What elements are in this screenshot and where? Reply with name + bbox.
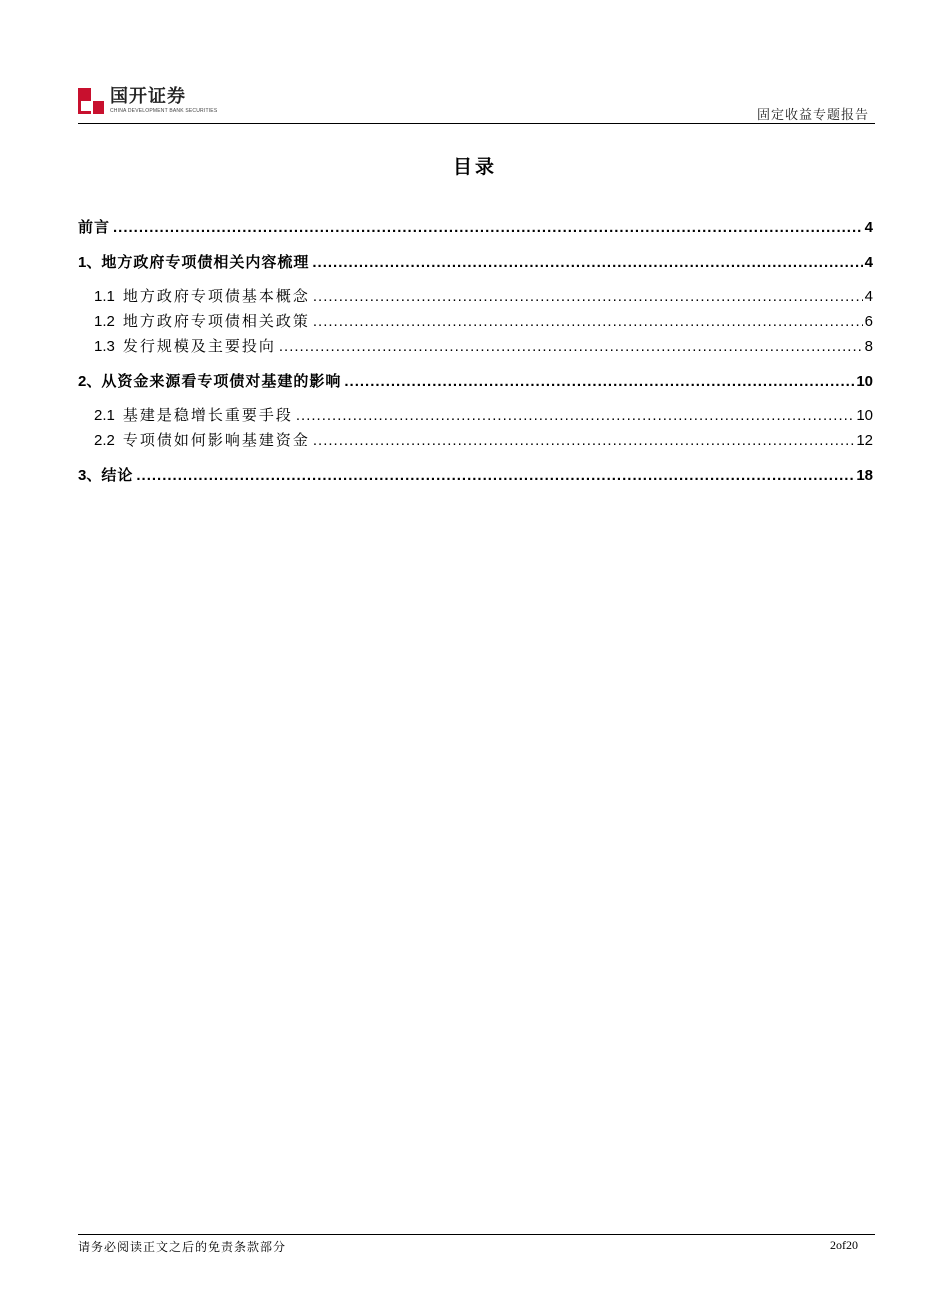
header-divider (78, 123, 875, 124)
report-type: 固定收益专题报告 (756, 108, 869, 123)
toc-entry-label: 前言 (78, 218, 111, 236)
toc-entry-label: 结论 (101, 466, 134, 484)
toc-entry-number: 1.1 (94, 288, 115, 305)
toc-entry-number: 2.2 (94, 432, 115, 449)
toc-entry-page: 4 (864, 219, 873, 236)
toc-entry-number: 3、 (78, 467, 102, 484)
toc-entry-page: 18 (856, 467, 873, 484)
toc-entry-label: 专项债如何影响基建资金 (122, 431, 310, 449)
toc-entry-section-2[interactable] (78, 370, 873, 391)
toc-entry-label: 基建是稳增长重要手段 (122, 406, 293, 424)
toc-entry-number: 2、 (78, 373, 102, 390)
toc-entry-section-1-1[interactable] (78, 285, 873, 306)
toc-entry-label: 地方政府专项债基本概念 (122, 287, 310, 305)
toc-entry-section-1-2[interactable] (78, 310, 873, 331)
toc-entry-preface[interactable] (78, 216, 873, 237)
toc-entry-page: 12 (856, 432, 873, 449)
toc-entry-label: 发行规模及主要投向 (122, 337, 276, 355)
footer-disclaimer: 请务必阅读正文之后的免责条款部分 (78, 1240, 287, 1254)
toc-leader-dots (313, 288, 863, 305)
toc-entry-page: 10 (856, 407, 873, 424)
toc-entry-page: 10 (856, 373, 873, 390)
toc-leader-dots (313, 313, 863, 330)
toc-entry-page: 4 (864, 288, 873, 305)
toc-entry-label: 地方政府专项债相关内容梳理 (101, 253, 310, 271)
toc-leader-dots (344, 373, 854, 390)
page-indicator: 2of20 (830, 1238, 858, 1252)
toc-entry-section-3[interactable] (78, 464, 873, 485)
toc-leader-dots (279, 338, 863, 355)
toc-entry-number: 2.1 (94, 407, 115, 424)
toc-entry-page: 8 (864, 338, 873, 355)
toc-leader-dots (312, 254, 862, 271)
toc-entry-number: 1.2 (94, 313, 115, 330)
company-logo (78, 88, 217, 118)
toc-entry-section-1[interactable] (78, 251, 873, 272)
toc-entry-number: 1.3 (94, 338, 115, 355)
toc-entry-section-1-3[interactable] (78, 335, 873, 356)
toc-entry-page: 4 (864, 254, 873, 271)
logo-mark-icon (78, 88, 104, 114)
toc-leader-dots (296, 407, 854, 424)
toc-leader-dots (113, 219, 863, 236)
page-header (78, 84, 875, 124)
logo-name-en: CHINA DEVELOPMENT BANK SECURITIES (110, 108, 218, 114)
toc-entry-number: 1、 (78, 254, 102, 271)
toc-entry-section-2-2[interactable] (78, 429, 873, 450)
footer-divider (78, 1234, 875, 1235)
toc-leader-dots (313, 432, 854, 449)
toc-entry-label: 地方政府专项债相关政策 (122, 312, 310, 330)
toc-leader-dots (136, 467, 854, 484)
toc-entry-section-2-1[interactable] (78, 404, 873, 425)
toc-title: 目录 (452, 156, 497, 178)
toc-entry-label: 从资金来源看专项债对基建的影响 (101, 372, 342, 390)
logo-name-cn: 国开证券 (110, 86, 186, 107)
toc-entry-page: 6 (864, 313, 873, 330)
